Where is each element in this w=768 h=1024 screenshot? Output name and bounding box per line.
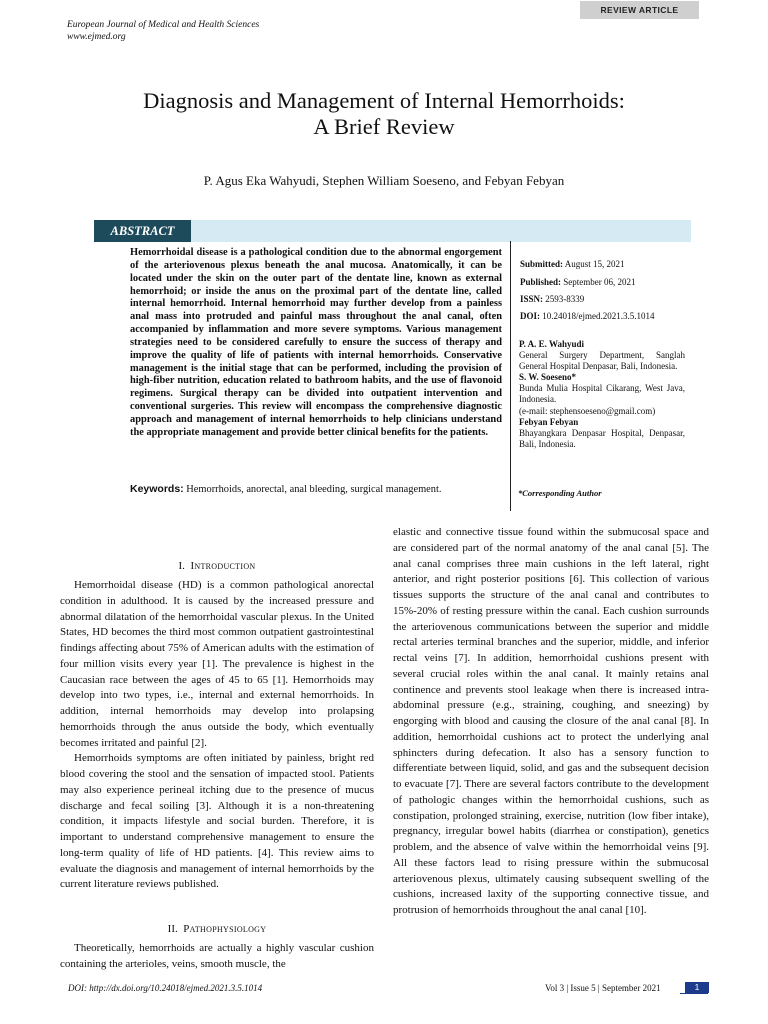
journal-url[interactable]: www.ejmed.org: [67, 32, 126, 42]
affiliation-text: General Surgery Department, Sanglah General Hospital Denpasar, Bali, Indonesia.: [519, 350, 685, 372]
paragraph: Hemorrhoidal disease (HD) is a common pathological anorectal condition in adulthood. It is caused by the increased pressure and abnormal dilatation of the hemorrhoidal vascular plexus. In the United States, HD becomes the third most common outpatient gastrointestinal findings affecting about 75% of American adults with the estimation of four million visits every year [1]. The prevalence is highest in the Caucasian race between the ages of 45 to 65 [1]. Hemorrhoids may develop into two types, i.e., internal and external hemorrhoids. In addition, internal hemorrhoids may develop into prolapsing hemorrhoids through the anus outside the body, which eventually becomes irritated and painful [2].: [60, 579, 374, 749]
section-number: II.: [167, 923, 178, 935]
author-list: P. Agus Eka Wahyudi, Stephen William Soeseno, and Febyan Febyan: [203, 173, 565, 188]
footer-doi[interactable]: DOI: http://dx.doi.org/10.24018/ejmed.2021.3.5.1014: [68, 983, 263, 993]
title-line-1: Diagnosis and Management of Internal Hemorrhoids:: [143, 88, 625, 113]
doi: [520, 310, 690, 322]
abstract-heading: ABSTRACT: [94, 220, 191, 242]
section-number: I.: [178, 560, 185, 572]
affiliation-text: Bunda Mulia Hospital Cikarang, West Java, Indonesia.: [519, 383, 685, 405]
affiliation-text: Bhayangkara Denpasar Hospital, Denpasar, Bali, Indonesia.: [519, 427, 685, 449]
section-title: Introduction: [190, 560, 256, 572]
abstract-text: Hemorrhoidal disease is a pathological condition due to the abnormal engorgement of the arteriovenous plexus beneath the anal mucosa. Anatomically, it can be located under the skin on the outer part of the dentate line, known as external hemorrhoid; or inside the anus on the proximal part of the dentate line, called internal hemorrhoid. Internal hemorrhoid may further develop from a painless anal mass into protruded and painful mass throughout the anal canal, often accompanied by inflammation and more severe symptoms. Various management strategies need to be considered carefully to ensure the success of therapy and improve the quality of life of patients with internal hemorrhoids. Conservative management is the initial stage that can be performed, including the provision of high-fiber nutrition, education related to bathroom habits, and the use of flavonoid regimens. Surgical therapy can be divided into outpatient intervention and conventional surgeries. This review will encompass the comprehensive diagnostic approach and management of internal hemorrhoids to help clinicians understand the appropriate management and provide better clinical benefits for the patients.: [130, 247, 502, 438]
affiliation-name: P. A. E. Wahyudi: [519, 339, 585, 349]
journal-header: [67, 19, 259, 43]
section-title: Pathophysiology: [183, 923, 267, 935]
sidebar-divider: [510, 241, 511, 511]
footer-volume-issue: Vol 3 | Issue 5 | September 2021: [545, 983, 661, 993]
footer-rule: [680, 993, 708, 994]
doi-value[interactable]: 10.24018/ejmed.2021.3.5.1014: [542, 311, 655, 321]
submitted-value: August 15, 2021: [564, 259, 625, 269]
keywords-label: Keywords:: [130, 483, 184, 495]
title-line-2: A Brief Review: [313, 114, 455, 139]
issn-label: ISSN:: [520, 294, 544, 304]
affiliation-name: S. W. Soeseno*: [519, 372, 577, 383]
published-label: Published:: [520, 277, 562, 287]
published-value: September 06, 2021: [563, 277, 636, 287]
paragraph: Theoretically, hemorrhoids are actually a highly vascular cushion containing the arterioles, veins, smooth muscle, the: [60, 942, 374, 970]
issn-value: 2593-8339: [545, 294, 585, 304]
section-heading-introduction: [60, 559, 374, 574]
corresponding-author-note: *Corresponding Author: [518, 488, 602, 498]
paragraph: elastic and connective tissue found within the submucosal space and are considered part of the normal anatomy of the anal canal [5]. The anal canal comprises three main cushions in the left lateral, right anterior, and right posterior positions [6]. This collection of various tissues supports the structure of the anal canal and contributes to 15%-20% of resting pressure within the canal. Each cushion surrounds the arteriovenous communications between the superior and middle rectal arteries terminal branches and the superior, middle, and inferior rectal veins [7]. In addition, hemorrhoidal cushions present with several crucial roles within the anal canal. It mainly retains anal continence and prevents stool leakage when there is increased intra-abdominal pressure (e.g., straining, coughing, and sneezing) by engorging with blood and causing the closure of the anal canal [8]. In addition, hemorrhoidal cushions act to protect the underlying anal sphincters during defecation. It also has a sensory function to differentiate between liquid, solid, and gas and the subsequent decision to evacuate [7]. There are several factors contribute to the development of pathologic changes within the hemorrhoidal cushions, such as constipation, prolonged straining, exercise, nutrition (low fiber intake), pregnancy, irregular bowel habits (diarrhea or constipation), genetics problem, and the absence of valve within the hemorrhoidal veins [9]. All these factors lead to rising pressure within the submucosal arteriovenous plexus, ultimately causing subsequent swelling of the cushions, increased laxity of the supporting connective tissue, and protrusion of hemorrhoids throughout the anal canal [10].: [393, 526, 709, 916]
doi-label: DOI:: [520, 311, 540, 321]
submitted-label: Submitted:: [520, 259, 564, 269]
body-column-right: [393, 525, 709, 919]
keywords: [130, 483, 502, 496]
affiliation-name: Febyan Febyan: [519, 416, 579, 427]
paragraph: Hemorrhoids symptoms are often initiated by painless, bright red blood covering the stool and the sensation of impacted stool. Patients may also experience perineal itching due to the presence of mucus discharge and fecal soiling [3]. Although it is a non-threatening condition, it impacts lifestyle and social burden. Therefore, it is important to understand comprehensive management to ensure the long-term quality of life of HD patients. [4]. This review aims to evaluate the diagnosis and management of internal hemorrhoids by the current literature reviews published.: [60, 752, 374, 891]
keywords-value: Hemorrhoids, anorectal, anal bleeding, surgical management.: [186, 484, 442, 495]
issn: [520, 293, 690, 305]
submitted-date: [520, 258, 690, 270]
article-title: [60, 88, 708, 140]
published-date: [520, 276, 690, 288]
article-type-badge: REVIEW ARTICLE: [580, 1, 699, 19]
journal-name: European Journal of Medical and Health Sciences: [67, 20, 260, 30]
page-number: 1: [685, 982, 709, 993]
corresponding-email[interactable]: (e-mail: stephensoeseno@gmail.com): [519, 405, 656, 416]
body-column-left: [60, 559, 374, 973]
affiliations: [519, 339, 685, 450]
section-heading-pathophysiology: [60, 922, 374, 937]
